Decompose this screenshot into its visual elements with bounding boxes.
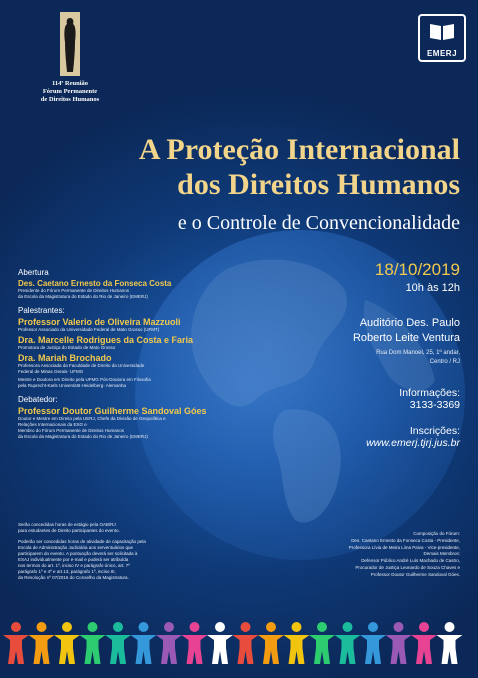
abertura-desc-2: da Escola da Magistratura do Estado do Rio de Janeiro (EMERJ) bbox=[18, 294, 148, 299]
person-figure bbox=[54, 622, 80, 664]
event-time: 10h às 12h bbox=[405, 282, 460, 294]
composicao-line-3: Professora Lívia de Meira Lima Paiva - Vice-presidente, bbox=[348, 544, 460, 550]
abertura-desc-1: Presidente do Fórum Permanente de Direitos Humanos bbox=[18, 288, 130, 293]
speaker-3-extra-1: Mestre e Doutora em Direito pela UFMG Pós-Doutora em Filosofia bbox=[18, 377, 151, 382]
composicao-line-5: Defensor Público André Luís Machado de Castro, bbox=[361, 558, 460, 564]
abertura-name: Des. Caetano Ernesto da Fonseca Costa bbox=[18, 279, 172, 288]
person-figure bbox=[29, 622, 55, 664]
inscricoes-label: Inscrições: bbox=[409, 425, 460, 437]
info-label: Informações: bbox=[399, 387, 460, 399]
title-line-1: A Proteção Internacional bbox=[138, 133, 460, 166]
person-figure bbox=[131, 622, 157, 664]
person-figure bbox=[437, 622, 463, 664]
notes-line-5: participarem do evento. A pontuação deverá ser solicitada à bbox=[18, 551, 138, 556]
person-figure bbox=[360, 622, 386, 664]
person-figure bbox=[386, 622, 412, 664]
speaker-1-name: Professor Valerio de Oliveira Mazzuoli bbox=[18, 317, 181, 327]
venue bbox=[290, 316, 460, 346]
notes-line-4: Escola de Administração Judiciária aos serventuários que bbox=[18, 545, 134, 550]
venue-line-2: Roberto Leite Ventura bbox=[352, 332, 460, 344]
forum-line-2: Fórum Permanente bbox=[42, 88, 98, 95]
person-figure bbox=[258, 622, 284, 664]
notes-line-1: Serão concedidas horas de estágio pela OAB/RJ bbox=[18, 522, 116, 527]
speaker-3-extra-2: pela Ruprecht-Karls Universität Heidelberg- Alemanha bbox=[18, 383, 127, 388]
info-phone: 3133-3369 bbox=[409, 399, 460, 411]
debatedor-desc-1: Doutor e Mestre em Direito pela UERJ, Chefe da Divisão de Geopolítica e bbox=[18, 416, 166, 421]
person-figure bbox=[105, 622, 131, 664]
palestrantes-heading: Palestrantes: bbox=[18, 306, 65, 315]
address-line-1: Rua Dom Manoel, 25, 1º andar, bbox=[376, 350, 460, 356]
event-info bbox=[290, 260, 460, 449]
page-title bbox=[0, 132, 460, 202]
person-figure bbox=[233, 622, 259, 664]
person-figure bbox=[3, 622, 29, 664]
event-date: 18/10/2019 bbox=[374, 260, 460, 279]
forum-line-3: de Direitos Humanos bbox=[40, 96, 100, 103]
address bbox=[290, 349, 460, 367]
abertura-heading: Abertura bbox=[18, 268, 49, 277]
forum-line-1: 114ª Reunião bbox=[51, 80, 89, 87]
notes-line-2: para estudantes de Direito participantes do evento. bbox=[18, 528, 120, 533]
composicao bbox=[250, 531, 460, 579]
person-figure bbox=[284, 622, 310, 664]
debatedor-desc-4: da Escola da Magistratura do Estado do Rio de Janeiro (EMERJ) bbox=[18, 434, 148, 439]
speaker-3-desc-1: Professora Associada da Faculdade de Direito da Universidade bbox=[18, 363, 145, 368]
speaker-3-desc-2: Federal de Minas Gerais- UFMG bbox=[18, 369, 84, 374]
speaker-1-desc: Professor Associado da Universidade Federal de Mato Grosso (UFMT) bbox=[18, 327, 160, 332]
notes-line-6: ESAJ individualmente por e-mail e poderá ser atribuída bbox=[18, 557, 129, 562]
composicao-line-6: Procurador de Justiça Leonardo de Souza Chaves e bbox=[355, 564, 460, 570]
person-figure bbox=[156, 622, 182, 664]
debatedor-heading: Debatedor: bbox=[18, 395, 58, 404]
composicao-line-2: Des. Caetano Ernesto da Fonseca Costa - Presidente, bbox=[351, 537, 460, 543]
program-column bbox=[18, 268, 248, 440]
person-figure bbox=[411, 622, 437, 664]
composicao-line-7: Professor Doutor Guilherme Sandoval Góes. bbox=[370, 571, 460, 577]
emerj-label: EMERJ bbox=[426, 49, 458, 58]
debatedor-desc-3: Membro do Fórum Permanente de Direitos Humanos bbox=[18, 428, 125, 433]
person-figure bbox=[182, 622, 208, 664]
debatedor-name: Professor Doutor Guilherme Sandoval Góes bbox=[18, 406, 207, 416]
subtitle: e o Controle de Convencionalidade bbox=[177, 212, 460, 234]
person-figure bbox=[207, 622, 233, 664]
person-figure bbox=[80, 622, 106, 664]
address-line-2: Centro / RJ bbox=[429, 359, 460, 365]
statue-icon bbox=[58, 12, 82, 76]
notes-line-8: parágrafo 1º e 4º e art.13, parágrafo 1º, inciso III, bbox=[18, 569, 116, 574]
person-figure bbox=[335, 622, 361, 664]
notes bbox=[18, 522, 148, 581]
notes-line-7: nos termos do art. 1º, inciso IV e parágrafo único, art. 7º bbox=[18, 563, 130, 568]
notes-line-9: da Resolução nº 07/2016 do Conselho da Magistratura. bbox=[18, 575, 129, 580]
notes-line-3: Poderão ser concedidas horas de atividade de capacitação pela bbox=[18, 539, 146, 544]
book-icon bbox=[427, 20, 457, 44]
people-chain-icon bbox=[0, 618, 478, 666]
emerj-logo bbox=[418, 14, 466, 62]
speaker-2-name: Dra. Marcelle Rodrigues da Costa e Faria bbox=[18, 335, 194, 345]
composicao-line-4: Demais Membros: bbox=[423, 551, 460, 557]
title-line-2: dos Direitos Humanos bbox=[177, 168, 460, 201]
inscricoes-link[interactable]: www.emerj.tjrj.jus.br bbox=[366, 437, 460, 449]
speaker-3-name: Dra. Mariah Brochado bbox=[18, 353, 112, 363]
person-figure bbox=[309, 622, 335, 664]
debatedor-desc-2: Relações Internacionais da ESG e bbox=[18, 422, 87, 427]
composicao-line-1: Composição do Fórum: bbox=[413, 531, 460, 536]
forum-logo bbox=[20, 12, 120, 104]
speaker-2-desc: Promotora de Justiça do Estado de Mato Grosso bbox=[18, 345, 116, 350]
venue-line-1: Auditório Des. Paulo bbox=[359, 317, 460, 329]
